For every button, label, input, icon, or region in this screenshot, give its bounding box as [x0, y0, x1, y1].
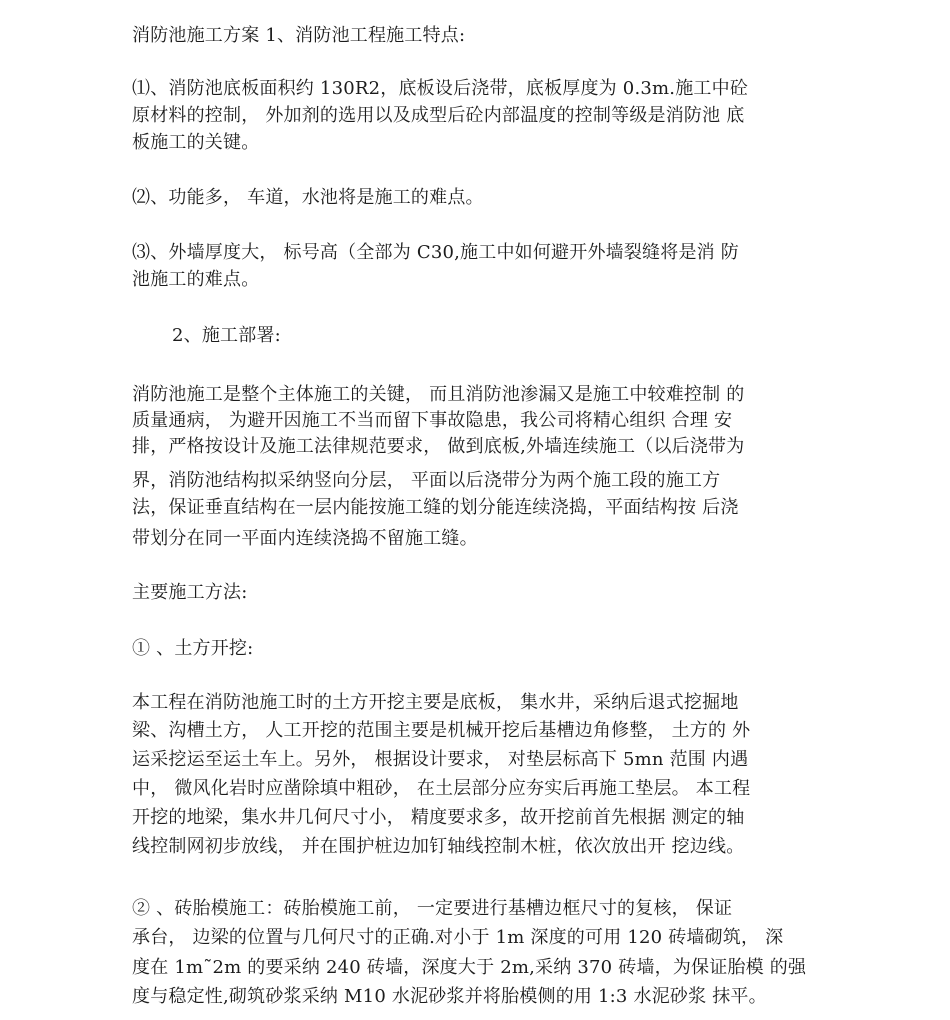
section-2-title: 2、施工部署: — [172, 325, 281, 346]
deployment-line-3: 排，严格按设计及施工法律规范要求， 做到底板,外墙连续施工（以后浇带为 — [132, 436, 745, 457]
point-1-line-1: ⑴、消防池底板面积约 130R2，底板设后浇带，底板厚度为 0.3m.施工中砼 — [132, 78, 749, 99]
deployment-line-5: 法，保证垂直结构在一层内能按施工缝的划分能连续浇捣，平面结构按 后浇 — [132, 497, 739, 518]
earthwork-line-2: 梁、沟槽土方， 人工开挖的范围主要是机械开挖后基槽边角修整， 土方的 外 — [132, 720, 751, 741]
earthwork-line-5: 开挖的地梁，集水井几何尺寸小， 精度要求多，故开挖前首先根据 测定的轴 — [132, 807, 745, 828]
main-methods-title: 主要施工方法: — [132, 582, 248, 603]
deployment-line-6: 带划分在同一平面内连续浇捣不留施工缝。 — [132, 528, 478, 549]
point-1-line-2: 原材料的控制， 外加剂的选用以及成型后砼内部温度的控制等级是消防池 底 — [132, 105, 745, 126]
document-heading: 消防池施工方案 1、消防池工程施工特点: — [132, 25, 466, 46]
brick-mold-line-4: 度与稳定性,砌筑砂浆采纳 M10 水泥砂浆并将胎模侧的用 1:3 水泥砂浆 抹平。 — [132, 986, 767, 1007]
brick-mold-line-2: 承台， 边梁的位置与几何尺寸的正确.对小于 1m 深度的可用 120 砖墙砌筑， 深 — [132, 927, 784, 948]
deployment-line-1: 消防池施工是整个主体施工的关键， 而且消防池渗漏又是施工中较难控制 的 — [132, 384, 745, 405]
point-1-line-3: 板施工的关键。 — [132, 132, 260, 153]
deployment-line-2: 质量通病， 为避开因施工不当而留下事故隐患，我公司将精心组织 合理 安 — [132, 410, 733, 431]
point-3-line-2: 池施工的难点。 — [132, 269, 260, 290]
earthwork-line-1: 本工程在消防池施工时的土方开挖主要是底板， 集水井，采纳后退式挖掘地 — [132, 692, 739, 713]
earthwork-line-6: 线控制网初步放线， 并在围护桩边加钉轴线控制木桩，依次放出开 挖边线。 — [132, 836, 745, 857]
brick-mold-line-3: 度在 1m˜2m 的要采纳 240 砖墙，深度大于 2m,采纳 370 砖墙，为保证胎模 的强 — [132, 957, 807, 978]
point-2: ⑵、功能多， 车道，水池将是施工的难点。 — [132, 187, 484, 208]
earthwork-title: ① 、土方开挖: — [132, 638, 254, 659]
brick-mold-line-1: ② 、砖胎模施工：砖胎模施工前， 一定要进行基槽边框尺寸的复核， 保证 — [132, 898, 733, 919]
point-3-line-1: ⑶、外墙厚度大， 标号高（全部为 C30,施工中如何避开外墙裂缝将是消 防 — [132, 242, 739, 263]
deployment-line-4: 界，消防池结构拟采纳竖向分层， 平面以后浇带分为两个施工段的施工方 — [132, 470, 721, 491]
earthwork-line-4: 中， 微风化岩时应凿除填中粗砂， 在土层部分应夯实后再施工垫层。 本工程 — [132, 778, 751, 799]
earthwork-line-3: 运采挖运至运土车上。另外， 根据设计要求， 对垫层标高下 5mn 范围 内遇 — [132, 749, 749, 770]
